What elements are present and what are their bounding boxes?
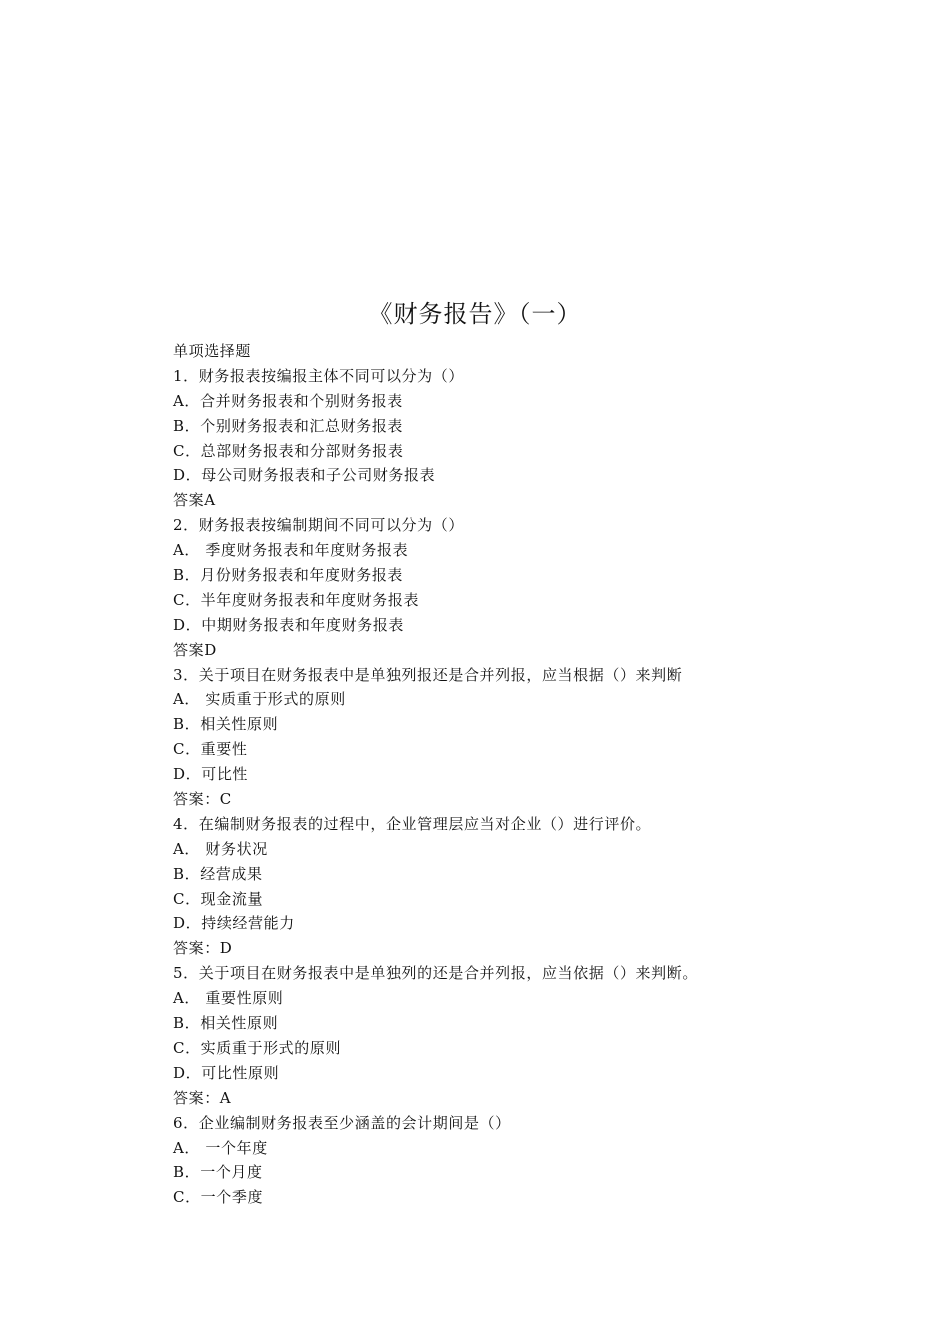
option-b: B．相关性原则 [173, 715, 279, 734]
question-block [173, 513, 873, 662]
option-d: D．可比性原则 [173, 1063, 280, 1082]
option-b: B．相关性原则 [173, 1014, 279, 1033]
option-d: D．可比性 [173, 765, 249, 784]
option-d: D．中期财务报表和年度财务报表 [173, 615, 405, 634]
option-c: C．一个季度 [173, 1188, 264, 1207]
option-c: C．半年度财务报表和年度财务报表 [173, 590, 420, 609]
answer-line: 答案D [173, 640, 217, 659]
option-a: A． 一个年度 [173, 1138, 268, 1157]
option-c: C．实质重于形式的原则 [173, 1038, 342, 1057]
option-b: B．经营成果 [173, 864, 263, 883]
option-b: B．月份财务报表和年度财务报表 [173, 566, 404, 585]
answer-line: 答案：C [173, 790, 232, 809]
option-a: A． 重要性原则 [173, 989, 284, 1008]
question-stem: 6．企业编制财务报表至少涵盖的会计期间是（） [173, 1113, 511, 1132]
question-block [173, 812, 873, 961]
document-body [173, 339, 873, 1210]
question-stem: 1．财务报表按编报主体不同可以分为（） [173, 366, 464, 385]
option-c: C．现金流量 [173, 889, 264, 908]
option-a: A． 实质重于形式的原则 [173, 690, 346, 709]
question-block [173, 663, 873, 812]
option-b: B．一个月度 [173, 1163, 263, 1182]
option-c: C．总部财务报表和分部财务报表 [173, 441, 404, 460]
answer-line: 答案A [173, 491, 216, 510]
question-stem: 4．在编制财务报表的过程中，企业管理层应当对企业（）进行评价。 [173, 814, 652, 833]
section-heading: 单项选择题 [173, 342, 252, 360]
question-block [173, 1111, 873, 1211]
option-a: A． 季度财务报表和年度财务报表 [173, 541, 409, 560]
answer-line: 答案：A [173, 1088, 232, 1107]
option-d: D．持续经营能力 [173, 914, 295, 933]
option-a: A．合并财务报表和个别财务报表 [173, 391, 403, 410]
question-block [173, 961, 873, 1110]
option-c: C．重要性 [173, 740, 248, 759]
question-stem: 5．关于项目在财务报表中是单独列的还是合并列报，应当依据（）来判断。 [173, 964, 698, 983]
answer-line: 答案：D [173, 939, 233, 958]
option-b: B．个别财务报表和汇总财务报表 [173, 416, 404, 435]
option-d: D．母公司财务报表和子公司财务报表 [173, 466, 436, 485]
question-stem: 2．财务报表按编制期间不同可以分为（） [173, 516, 464, 535]
document-title: 《财务报告》（一） [368, 300, 582, 328]
question-block [173, 364, 873, 513]
question-stem: 3．关于项目在财务报表中是单独列报还是合并列报，应当根据（）来判断 [173, 665, 683, 684]
option-a: A． 财务状况 [173, 839, 268, 858]
